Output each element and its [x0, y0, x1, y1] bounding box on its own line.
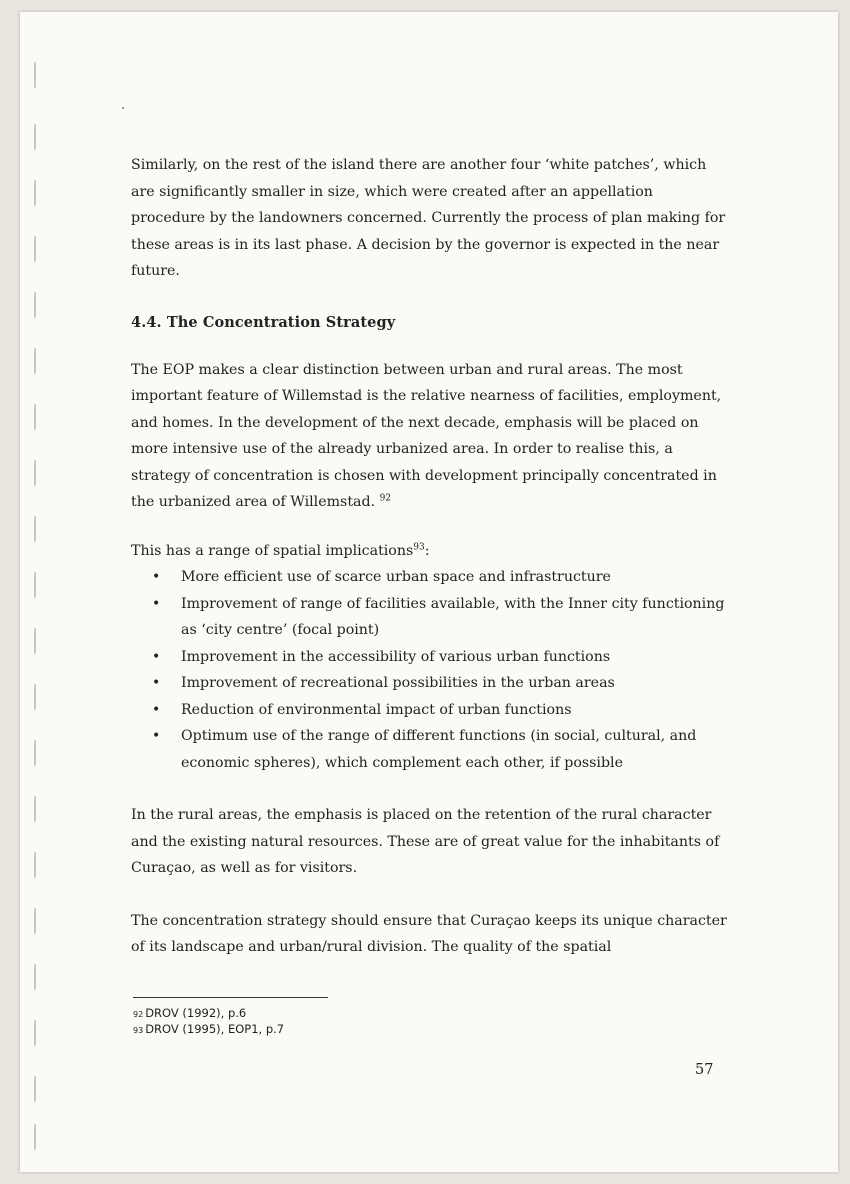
list-item: • Reduction of environmental impact of urban functions — [131, 697, 731, 724]
binding-hole — [34, 460, 36, 486]
page-number: 57 — [695, 1062, 714, 1078]
binding-hole — [34, 404, 36, 430]
footnote-text: DROV (1992), p.6 — [145, 1006, 247, 1020]
footnote-mark: 92 — [133, 1010, 144, 1019]
binding-hole — [34, 516, 36, 542]
implications-list — [131, 564, 731, 776]
binding-hole — [34, 292, 36, 318]
footnote-92 — [133, 1006, 284, 1022]
list-item: • Improvement in the accessibility of various urban functions — [131, 644, 731, 671]
paragraph-eop — [131, 357, 731, 516]
footnote-mark: 93 — [133, 1026, 144, 1035]
binding-hole — [34, 180, 36, 206]
paragraph-eop-text: The EOP makes a clear distinction between urban and rural areas. The most important feature of Willemstad is the relative nearness of facilities, employment, and homes. In the development of the next decade, emphasis will be placed on more intensive use of the already urbanized area. In order to realise this, a strategy of concentration is chosen with development principally concentrated in the urbanized area of Willemstad. — [131, 361, 722, 510]
binding-hole — [34, 236, 36, 262]
main-text — [131, 152, 731, 961]
footnote-text: DROV (1995), EOP1, p.7 — [145, 1022, 285, 1036]
binding-hole — [34, 1020, 36, 1046]
binding-hole — [34, 964, 36, 990]
binding-hole — [34, 124, 36, 150]
binding-hole — [34, 1076, 36, 1102]
paragraph-intro: Similarly, on the rest of the island there are another four ‘white patches’, which are significantly smaller in size, which were created after an appellation procedure by the landowners concerned. Currently the process of plan making for these areas is in its last phase. A decision by the governor is expected in the near future. — [131, 157, 726, 279]
paragraph-rural: In the rural areas, the emphasis is placed on the retention of the rural character and the existing natural resources. These are of great value for the inhabitants of Curaçao, as well as for visitors. — [131, 807, 720, 876]
footnote-93 — [133, 1022, 284, 1038]
binding-hole — [34, 740, 36, 766]
footnotes — [133, 1006, 284, 1038]
binding-holes — [34, 52, 42, 1152]
implications-colon: : — [424, 542, 430, 559]
binding-hole — [34, 62, 36, 88]
section-heading: 4.4. The Concentration Strategy — [131, 313, 396, 331]
speck — [122, 107, 124, 109]
binding-hole — [34, 796, 36, 822]
list-item: • Optimum use of the range of different functions (in social, cultural, and economic spheres), which complement each other, if possible — [131, 723, 731, 776]
binding-hole — [34, 572, 36, 598]
document-page — [20, 12, 838, 1172]
binding-hole — [34, 684, 36, 710]
footnote-ref-92: 92 — [379, 493, 392, 504]
list-item: • Improvement of recreational possibilities in the urban areas — [131, 670, 731, 697]
list-item: • More efficient use of scarce urban space and infrastructure — [131, 564, 731, 591]
binding-hole — [34, 852, 36, 878]
binding-hole — [34, 348, 36, 374]
binding-hole — [34, 908, 36, 934]
implications-lead-text: This has a range of spatial implications — [131, 542, 414, 559]
footnote-ref-93: 93 — [413, 541, 425, 552]
paragraph-strategy: The concentration strategy should ensure that Curaçao keeps its unique character of its landscape and urban/rural division. The quality of the spatial — [131, 912, 727, 955]
binding-hole — [34, 628, 36, 654]
binding-hole — [34, 1124, 36, 1150]
implications-lead — [131, 538, 731, 565]
footnote-divider — [133, 997, 328, 998]
list-item: • Improvement of range of facilities available, with the Inner city functioning as ‘city centre’ (focal point) — [131, 591, 731, 644]
